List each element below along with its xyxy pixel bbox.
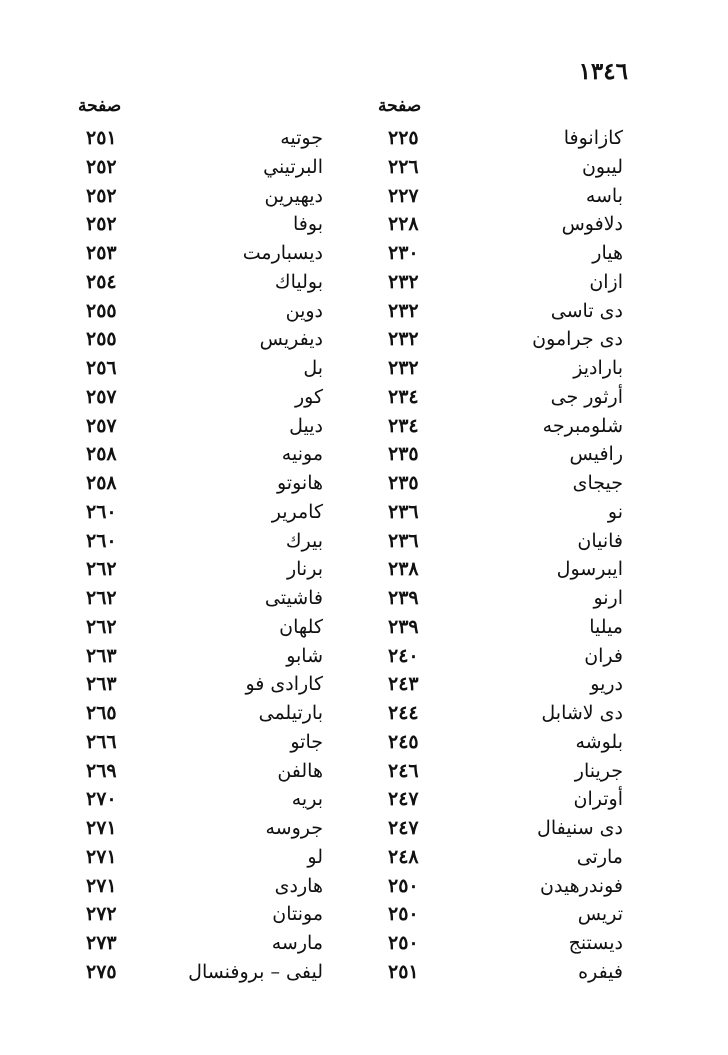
table-row [0,846,728,875]
table-row [0,875,728,904]
right-page-cell: ٢٤٧ [388,788,419,811]
table-row [0,127,728,156]
right-page-cell: ٢٥١ [388,960,419,983]
left-page-cell: ٢٧١ [86,874,117,897]
left-name-cell: هاردى [274,874,323,897]
left-page-cell: ٢٦٩ [86,759,117,782]
right-name-cell: ديستنج [568,932,623,954]
table-row [0,185,728,214]
left-name-cell: لو [307,845,323,868]
right-name-cell: جيجاى [572,472,623,494]
left-name-cell: بارتيلمى [258,702,323,724]
left-page-cell: ٢٥٨ [86,472,117,494]
right-page-cell: ٢٣٩ [388,587,419,609]
right-name-cell: جرينار [574,759,623,782]
left-page-cell: ٢٥٢ [86,155,117,178]
left-name-cell: هالفن [277,759,323,782]
left-name-cell: دييل [289,414,323,437]
right-name-cell: فوندرهيدن [539,874,623,897]
left-name-cell: بيرك [285,529,323,552]
left-name-cell: دوين [285,299,323,322]
index-table [0,127,728,990]
left-name-cell: ديسبارمت [242,242,323,264]
right-name-cell: دى جرامون [532,328,623,351]
right-name-cell: تريس [577,903,623,926]
right-page-cell: ٢٤٦ [388,759,419,782]
right-name-cell: شلومبرجه [542,414,623,437]
right-name-cell: ارنو [593,587,623,609]
right-name-cell: دى تاسى [550,299,623,322]
left-page-cell: ٢٥٤ [86,270,117,293]
right-name-cell: مارتى [576,845,623,868]
right-name-cell: دريو [590,673,623,696]
right-name-cell: ليبون [581,155,623,178]
left-name-cell: هانوتو [276,472,323,494]
right-page-cell: ٢٢٧ [388,184,419,207]
right-page-cell: ٢٣٤ [388,385,419,408]
right-name-cell: رافيس [569,443,623,466]
left-name-cell: جوتيه [280,127,323,149]
table-row [0,213,728,242]
left-name-cell: ليفى – بروفنسال [188,960,323,983]
table-row [0,357,728,386]
right-page-cell: ٢٤٥ [388,730,419,753]
table-row [0,932,728,961]
left-page-cell: ٢٦٣ [86,644,117,667]
left-page-cell: ٢٥٨ [86,443,117,466]
table-row [0,501,728,530]
table-row [0,587,728,616]
right-name-cell: باراديز [573,357,623,379]
table-row [0,443,728,472]
left-name-cell: كامرير [271,500,323,523]
right-page-cell: ٢٤٣ [388,673,419,696]
right-name-cell: دى سنيفال [537,817,623,839]
left-name-cell: برنار [286,558,323,581]
table-row [0,673,728,702]
right-name-cell: أرثور جى [550,385,623,408]
left-name-cell: ديفريس [259,328,323,351]
left-page-cell: ٢٦٣ [86,673,117,696]
table-row [0,300,728,329]
table-row [0,731,728,760]
right-name-cell: فيفره [578,960,623,983]
left-name-cell: جروسه [265,817,323,839]
right-page-cell: ٢٣٤ [388,414,419,437]
right-page-cell: ٢٥٠ [388,903,419,926]
table-row [0,760,728,789]
right-page-cell: ٢٣٢ [388,270,419,293]
right-page-column-header: صفحة [378,96,422,116]
left-page-cell: ٢٥٧ [86,414,117,437]
left-name-cell: كور [294,385,323,408]
left-page-cell: ٢٧١ [86,817,117,839]
right-page-cell: ٢٥٠ [388,932,419,954]
left-name-cell: كارادى فو [245,673,323,696]
left-name-cell: ديهيرين [264,184,323,207]
right-page-cell: ٢٣٠ [388,242,419,264]
right-name-cell: دى لاشابل [541,702,623,724]
left-name-cell: مونتان [272,903,323,926]
right-page-cell: ٢٤٠ [388,644,419,667]
table-row [0,156,728,185]
right-page-cell: ٢٣٥ [388,472,419,494]
right-page-cell: ٢٣٩ [388,615,419,638]
table-row [0,645,728,674]
left-name-cell: كلهان [279,615,323,638]
table-row [0,702,728,731]
right-name-cell: فران [584,644,623,667]
table-row [0,788,728,817]
right-name-cell: ايبرسول [556,558,623,581]
left-page-cell: ٢٥٢ [86,184,117,207]
page-number: ١٣٤٦ [578,58,628,85]
right-name-cell: كازانوفا [563,127,623,149]
right-page-cell: ٢٣٢ [388,328,419,351]
table-row [0,472,728,501]
right-page-cell: ٢٣٢ [388,357,419,379]
left-page-cell: ٢٦٢ [86,558,117,581]
left-name-cell: فاشيتى [264,587,323,609]
right-name-cell: هيار [592,242,623,264]
left-page-cell: ٢٦٥ [86,702,117,724]
left-page-cell: ٢٧٣ [86,932,117,954]
left-page-cell: ٢٧١ [86,845,117,868]
table-row [0,415,728,444]
right-page-cell: ٢٢٨ [388,213,419,236]
left-page-cell: ٢٥٧ [86,385,117,408]
left-page-cell: ٢٧٠ [86,788,117,811]
right-name-cell: ميليا [589,615,623,638]
left-page-cell: ٢٧٢ [86,903,117,926]
left-page-cell: ٢٦٢ [86,615,117,638]
right-page-cell: ٢٣٨ [388,558,419,581]
right-page-cell: ٢٢٦ [388,155,419,178]
table-row [0,817,728,846]
right-page-cell: ٢٣٦ [388,529,419,552]
right-page-cell: ٢٣٥ [388,443,419,466]
right-page-cell: ٢٣٦ [388,500,419,523]
left-name-cell: البرتيني [263,155,323,178]
left-name-cell: بوفا [293,213,323,236]
right-page-cell: ٢٢٥ [388,127,419,149]
left-name-cell: بولياك [274,270,323,293]
table-row [0,961,728,990]
left-name-cell: مارسه [271,932,323,954]
left-name-cell: شابو [286,644,323,667]
table-row [0,530,728,559]
left-name-cell: بريه [291,788,323,811]
right-page-cell: ٢٤٧ [388,817,419,839]
table-row [0,903,728,932]
left-page-column-header: صفحة [78,96,122,116]
right-name-cell: بلوشه [575,730,623,753]
right-page-cell: ٢٤٤ [388,702,419,724]
left-page-cell: ٢٦٢ [86,587,117,609]
table-row [0,558,728,587]
left-page-cell: ٢٥٢ [86,213,117,236]
left-page-cell: ٢٧٥ [86,960,117,983]
table-row [0,242,728,271]
table-row [0,616,728,645]
right-page-cell: ٢٤٨ [388,845,419,868]
left-name-cell: بل [303,357,323,379]
table-row [0,386,728,415]
right-name-cell: دلافوس [561,213,623,236]
left-name-cell: مونيه [281,443,323,466]
left-page-cell: ٢٦٠ [86,529,117,552]
right-name-cell: أوتران [573,788,623,811]
left-page-cell: ٢٦٠ [86,500,117,523]
right-name-cell: ازان [589,270,623,293]
left-page-cell: ٢٥٣ [86,242,117,264]
table-row [0,328,728,357]
left-page-cell: ٢٦٦ [86,730,117,753]
left-page-cell: ٢٥٦ [86,357,117,379]
left-page-cell: ٢٥٥ [86,328,117,351]
right-page-cell: ٢٣٢ [388,299,419,322]
right-page-cell: ٢٥٠ [388,874,419,897]
left-page-cell: ٢٥٥ [86,299,117,322]
left-page-cell: ٢٥١ [86,127,117,149]
right-name-cell: فانيان [577,529,623,552]
table-row [0,271,728,300]
left-name-cell: جاتو [290,730,323,753]
right-name-cell: باسه [585,184,623,207]
right-name-cell: نو [607,500,623,523]
